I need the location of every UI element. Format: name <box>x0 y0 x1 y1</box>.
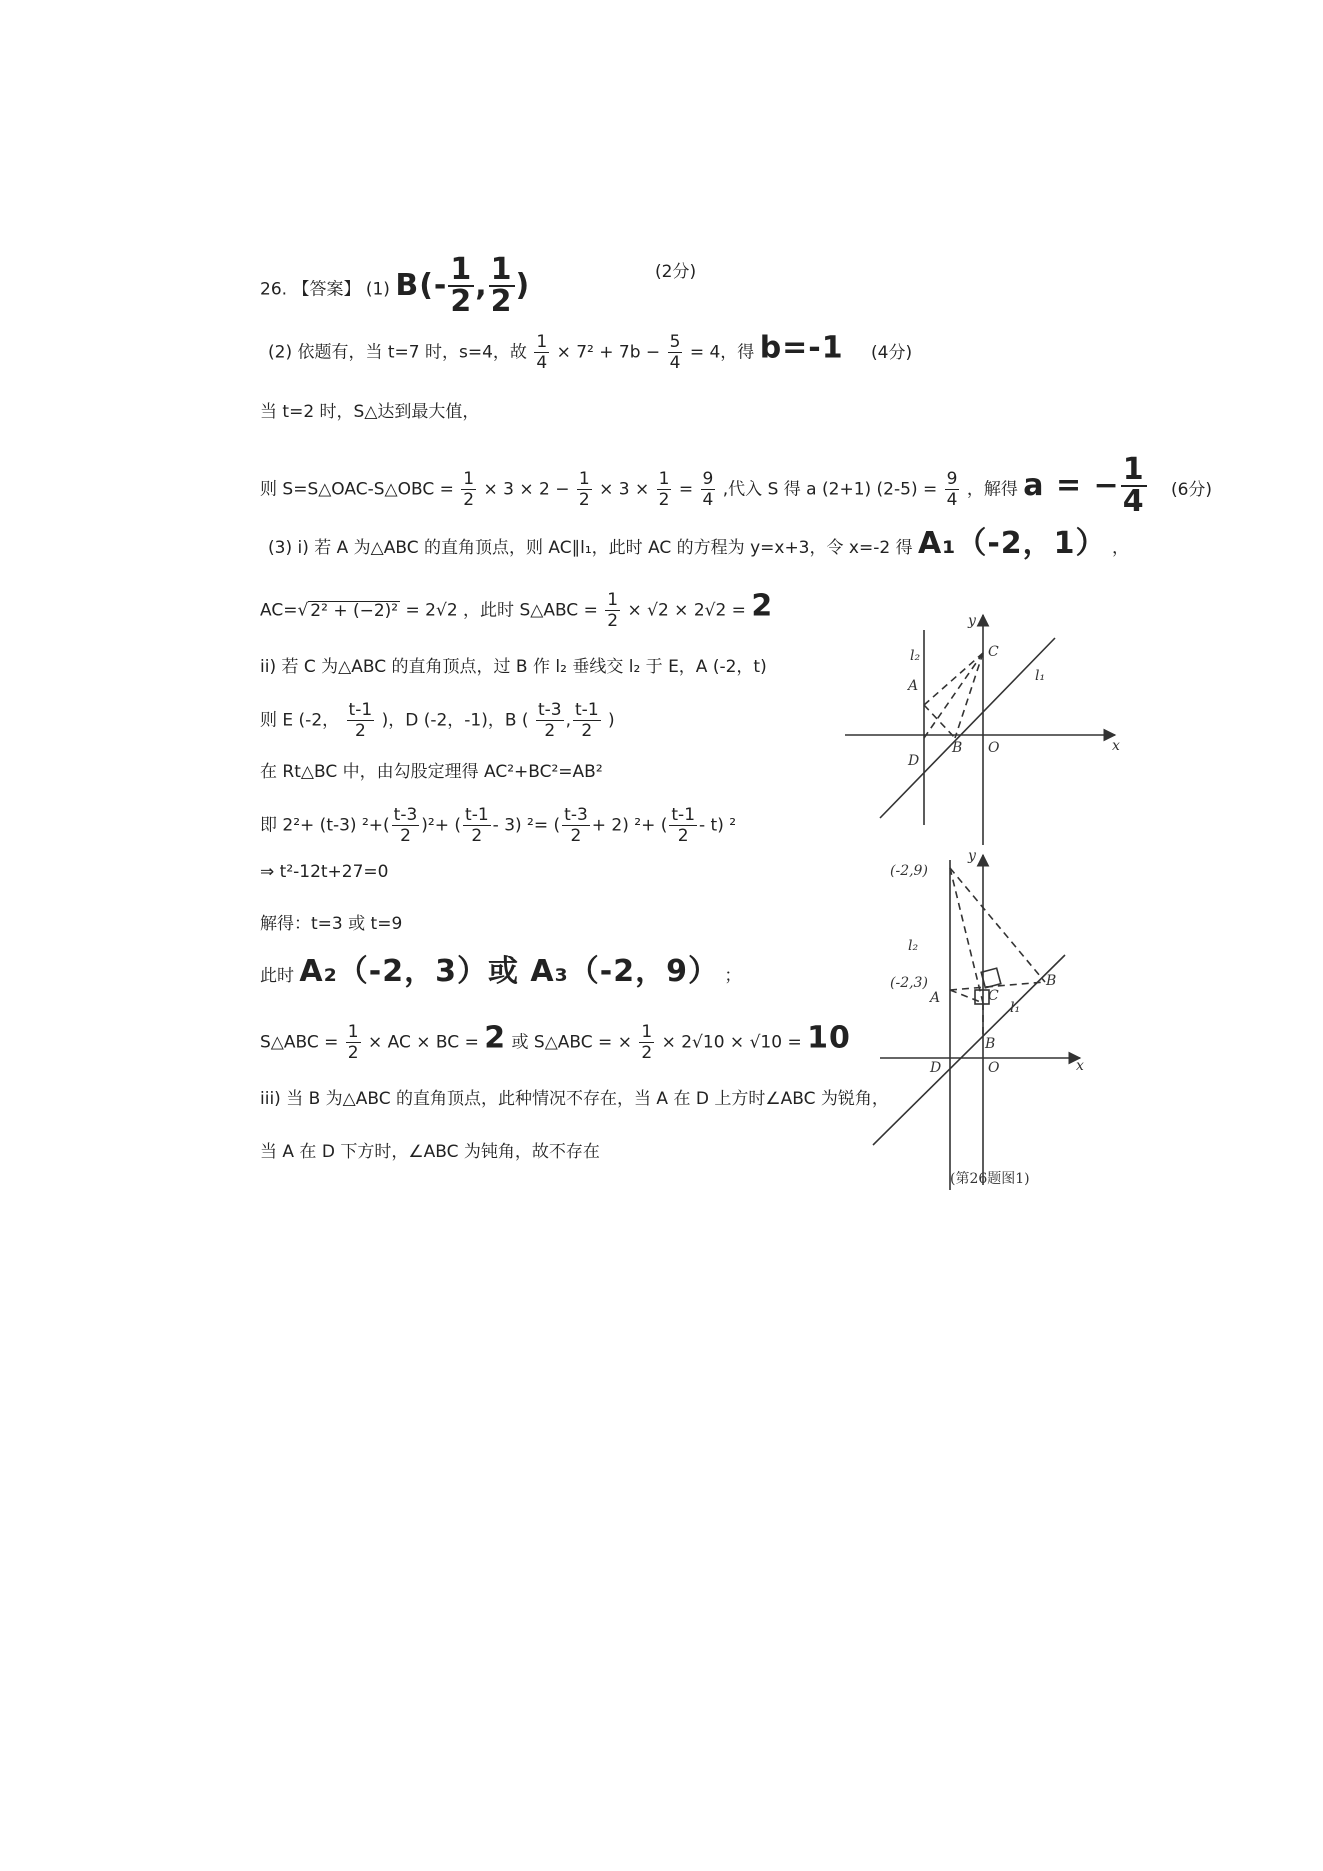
top-C-label: C <box>988 644 999 660</box>
bottom-p23-label: (-2,3) <box>890 975 928 991</box>
top-DB-dash <box>924 653 983 738</box>
bottom-A-label: A <box>930 990 941 1006</box>
fraction: $\frac{1}{2}$ <box>463 469 475 510</box>
E-line: 则 E (-2， $\frac{t-1}{2}$ )，D (-2，-1)，B ( $\frac{t-3}{2}$ , $\frac{t-1}{2}$ ) <box>260 700 615 741</box>
score-3: (6分) <box>1170 479 1213 500</box>
pythagoras-line: 在 Rt△BC 中，由勾股定理得 AC²+BC²=AB² <box>260 762 603 782</box>
equation-line: 即 2²+ (t-3) ²+( $\frac{t-3}{2}$ )²+ ( $\frac{t-1}{2}$ - 3) ²= ( $\frac{t-3}{2}$ + 2) ²+ ( $\frac{t-1}{2}$ - t) ² <box>260 805 737 846</box>
fraction: $\frac{1}{2}$ <box>641 1022 653 1063</box>
score-1: (2分) <box>655 262 697 282</box>
figure-caption: (第26题图1) <box>950 1171 1030 1187</box>
area-line: S△ABC = $\frac{1}{2}$ × AC × BC = 2 或 S△ABC = × $\frac{1}{2}$ × 2√10 × √10 = 10 <box>260 1020 851 1063</box>
b-result: b=-1 <box>759 330 844 366</box>
solve-line: 解得：t=3 或 t=9 <box>260 914 403 934</box>
bottom-B2-label: B <box>985 1036 996 1052</box>
top-l1-label: l₁ <box>1035 668 1046 684</box>
fraction: $\frac{5}{4}$ <box>669 332 681 373</box>
area-result-2: 2 <box>484 1020 507 1056</box>
part3-iii-line: iii) 当 B 为△ABC 的直角顶点，此种情况不存在，当 A 在 D 上方时∠ABC 为锐角， <box>260 1089 889 1109</box>
fraction: $\frac{t-1}{2}$ <box>465 805 489 846</box>
bottom-C-label: C <box>988 988 999 1004</box>
q26-label: 26. 【答案】 (1) <box>260 279 390 300</box>
A1-result: A₁（-2，1） <box>917 526 1107 561</box>
fraction: $\frac{1}{2}$ <box>658 469 670 510</box>
bottom-D-label: D <box>930 1060 942 1076</box>
fraction: $\frac{t-3}{2}$ <box>393 805 418 846</box>
top-x-label: x <box>1112 738 1120 754</box>
fraction: $\frac{t-3}{2}$ <box>537 700 562 741</box>
top-l1-line <box>880 638 1055 818</box>
area-result-1: 2 <box>751 588 774 624</box>
fraction: $\frac{1}{2}$ <box>607 590 619 631</box>
bottom-y-label: y <box>968 848 976 864</box>
fraction: $\frac{t-1}{2}$ <box>575 700 599 741</box>
fraction: $\frac{9}{4}$ <box>946 469 958 510</box>
bottom-x-label: x <box>1076 1058 1084 1074</box>
part2-max-line: 当 t=2 时，S△达到最大值， <box>260 402 480 422</box>
fraction: $\frac{t-3}{2}$ <box>564 805 588 846</box>
bottom-l1-label: l₁ <box>1010 1000 1021 1016</box>
fraction: $\frac{1}{2}$ <box>490 252 513 319</box>
part2-area-line: 则 S=S△OAC-S△OBC = $\frac{1}{2}$ × 3 × 2 − $\frac{1}{2}$ × 3 × $\frac{1}{2}$ = $\frac{9}{4}$ ,代入 S 得 a (2+1) (2-5) = $\frac{9}{4}$ ，解得 a = − $\frac{1}{4}$ (6分) <box>260 452 1213 519</box>
point-B: B(- $\frac{1}{2}$ , $\frac{1}{2}$ ) <box>395 252 531 319</box>
bottom-A9-dash <box>950 868 1045 982</box>
bottom-B-label: B <box>1046 973 1057 989</box>
top-AB-dash <box>924 705 955 738</box>
part3-ii-line: ii) 若 C 为△ABC 的直角顶点，过 B 作 l₂ 垂线交 l₂ 于 E，A (-2，t) <box>260 657 767 677</box>
fraction: $\frac{1}{4}$ <box>536 332 548 373</box>
quadratic-line: ⇒ t²-12t+27=0 <box>260 862 389 882</box>
top-B-label: B <box>952 740 963 756</box>
top-CB-dash <box>955 653 983 738</box>
top-O-label: O <box>988 740 1000 756</box>
right-angle-mark-2 <box>981 968 1001 988</box>
score-2: (4分) <box>871 342 913 363</box>
a-result: a = − $\frac{1}{4}$ <box>1023 452 1145 519</box>
A2A3-line: 此时 A₂（-2，3）或 A₃（-2，9） ； <box>260 954 742 989</box>
bottom-O-label: O <box>988 1060 1000 1076</box>
fraction: $\frac{t-1}{2}$ <box>348 700 373 741</box>
bottom-l2-label: l₂ <box>908 938 919 954</box>
top-l2-label: l₂ <box>910 648 921 664</box>
fraction: $\frac{9}{4}$ <box>702 469 714 510</box>
A2A3-result: A₂（-2，3）或 A₃（-2，9） <box>299 954 719 989</box>
part3-i-line: (3) i) 若 A 为△ABC 的直角顶点，则 AC∥l₁，此时 AC 的方程为 y=x+3，令 x=-2 得 A₁（-2，1） ， <box>268 526 1129 561</box>
fraction: $\frac{1}{2}$ <box>450 252 473 319</box>
top-A-label: A <box>908 678 919 694</box>
part3-iii-line2: 当 A 在 D 下方时，∠ABC 为钝角，故不存在 <box>260 1142 600 1162</box>
fraction: $\frac{1}{2}$ <box>578 469 590 510</box>
part2-line: (2) 依题有，当 t=7 时，s=4，故 $\frac{1}{4}$ × 7² + 7b − $\frac{5}{4}$ = 4，得 b=-1 (4分) <box>268 330 913 373</box>
top-y-label: y <box>968 613 976 629</box>
AC-line: AC=√ 2² + (−2)² = 2√2 ，此时 S△ABC = $\frac{1}{2}$ × √2 × 2√2 = 2 <box>260 588 774 631</box>
top-D-label: D <box>908 753 920 769</box>
bottom-A3C-dash <box>950 990 983 1003</box>
fraction: $\frac{t-1}{2}$ <box>671 805 696 846</box>
fraction: $\frac{1}{2}$ <box>347 1022 359 1063</box>
bottom-p29-label: (-2,9) <box>890 863 928 879</box>
area-result-3: 10 <box>807 1020 851 1056</box>
